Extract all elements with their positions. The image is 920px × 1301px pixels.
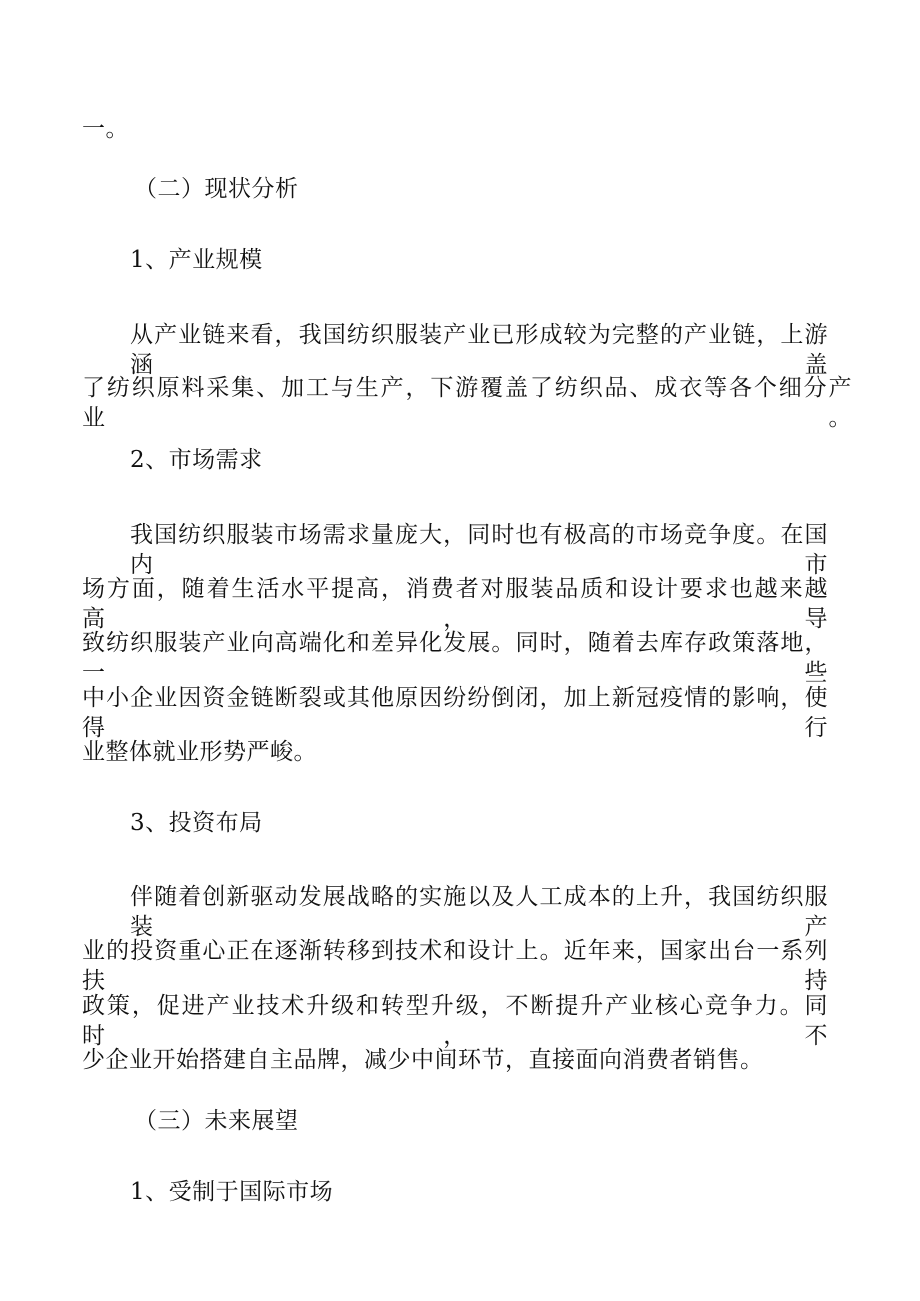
section-heading-future-outlook: （三）未来展望 <box>134 1108 299 1134</box>
section-heading-status-analysis: （二）现状分析 <box>134 176 299 202</box>
paragraph-line: 少企业开始搭建自主品牌，减少中间环节，直接面向消费者销售。 <box>82 1047 764 1073</box>
paragraph-fragment: 一。 <box>82 116 129 142</box>
paragraph-line: 场方面，随着生活水平提高，消费者对服装品质和设计要求也越来越高，导 <box>82 576 828 632</box>
paragraph-line: 了纺织原料采集、加工与生产，下游覆盖了纺织品、成衣等各个细分产业。 <box>82 375 852 431</box>
paragraph-line: 伴随着创新驱动发展战略的实施以及人工成本的上升，我国纺织服装产 <box>130 884 828 940</box>
paragraph-line: 业的投资重心正在逐渐转移到技术和设计上。近年来，国家出台一系列扶持 <box>82 938 828 994</box>
paragraph-line: 中小企业因资金链断裂或其他原因纷纷倒闭，加上新冠疫情的影响，使得行 <box>82 685 828 741</box>
paragraph-line: 业整体就业形势严峻。 <box>82 739 317 765</box>
paragraph-line: 政策，促进产业技术升级和转型升级，不断提升产业核心竞争力。同时，不 <box>82 993 828 1049</box>
subheading-investment-layout: 3、投资布局 <box>130 810 263 836</box>
subheading-market-demand: 2、市场需求 <box>130 447 263 473</box>
paragraph-line: 从产业链来看，我国纺织服装产业已形成较为完整的产业链，上游涵盖 <box>130 322 828 378</box>
subheading-industry-scale: 1、产业规模 <box>130 247 263 273</box>
paragraph-line: 我国纺织服装市场需求量庞大，同时也有极高的市场竞争度。在国内市 <box>130 522 828 578</box>
paragraph-line: 致纺织服装产业向高端化和差异化发展。同时，随着去库存政策落地，一些 <box>82 630 828 686</box>
subheading-international-market: 1、受制于国际市场 <box>130 1179 334 1205</box>
